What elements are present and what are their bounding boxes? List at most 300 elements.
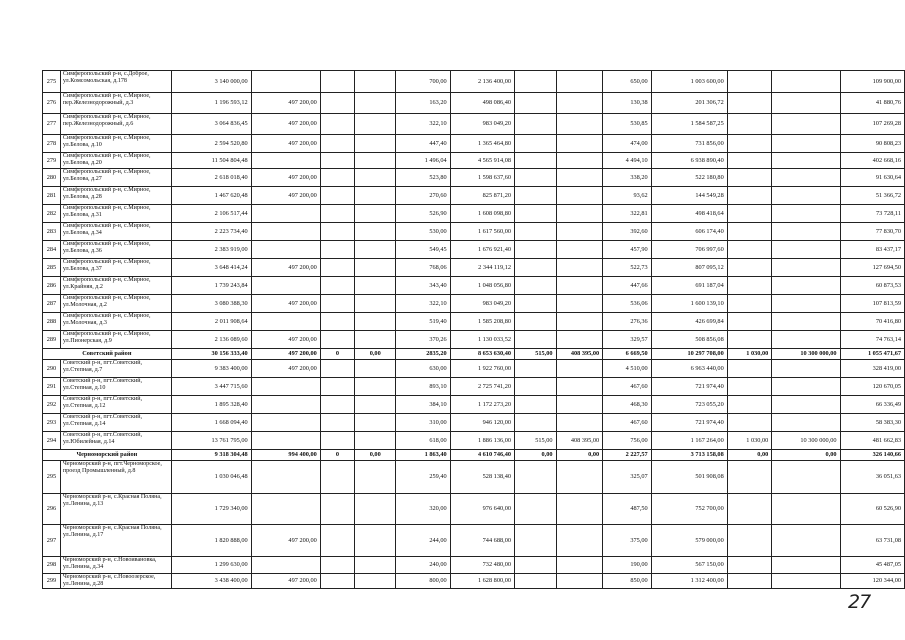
value-cell-4 (355, 205, 396, 223)
value-cell-3 (320, 360, 354, 378)
table-row (43, 574, 905, 589)
value-cell-3 (320, 114, 354, 135)
address-cell: Черноморский р-н, с.Красная Поляна, ул.Ленина, д.17 (60, 525, 171, 557)
row-number: 275 (43, 71, 61, 93)
value-cell-9: 375,00 (603, 525, 651, 557)
value-cell-13: 109 900,00 (840, 71, 904, 93)
value-cell-2: 497 200,00 (251, 349, 320, 360)
value-cell-11 (727, 313, 772, 331)
value-cell-1: 3 438 400,00 (171, 574, 251, 589)
district-name: Советский район (43, 349, 172, 360)
value-cell-3 (320, 71, 354, 93)
value-cell-10: 6 938 890,40 (651, 153, 727, 169)
value-cell-4 (355, 223, 396, 241)
table-row (43, 169, 905, 187)
value-cell-1: 1 196 593,12 (171, 93, 251, 114)
value-cell-8: 0,00 (556, 450, 603, 461)
value-cell-10: 691 187,04 (651, 277, 727, 295)
value-cell-12: 0,00 (772, 450, 840, 461)
value-cell-11 (727, 277, 772, 295)
value-cell-7: 515,00 (515, 349, 557, 360)
value-cell-1: 30 156 333,40 (171, 349, 251, 360)
table-row (43, 205, 905, 223)
value-cell-2: 497 200,00 (251, 93, 320, 114)
table-row (43, 277, 905, 295)
value-cell-9: 536,06 (603, 295, 651, 313)
value-cell-7 (515, 153, 557, 169)
value-cell-2: 497 200,00 (251, 169, 320, 187)
value-cell-2: 497 200,00 (251, 135, 320, 153)
value-cell-10: 721 974,40 (651, 378, 727, 396)
value-cell-6: 1 585 208,80 (450, 313, 514, 331)
value-cell-9: 467,60 (603, 378, 651, 396)
value-cell-6: 498 086,40 (450, 93, 514, 114)
row-number: 276 (43, 93, 61, 114)
value-cell-7 (515, 205, 557, 223)
value-cell-9: 93,62 (603, 187, 651, 205)
value-cell-7 (515, 114, 557, 135)
address-cell: Симферопольский р-н, с.Мирное, ул.Молочная, д.2 (60, 295, 171, 313)
value-cell-8: 408 395,00 (556, 432, 603, 450)
address-cell: Симферопольский р-н, с.Мирное, ул.Молочная, д.3 (60, 313, 171, 331)
value-cell-5: 523,80 (396, 169, 450, 187)
value-cell-1: 1 467 620,48 (171, 187, 251, 205)
table-row (43, 557, 905, 574)
value-cell-3 (320, 574, 354, 589)
value-cell-7 (515, 525, 557, 557)
registry-sheet (42, 70, 905, 589)
value-cell-6: 732 480,00 (450, 557, 514, 574)
value-cell-10: 3 713 158,08 (651, 450, 727, 461)
value-cell-11 (727, 557, 772, 574)
value-cell-9: 530,85 (603, 114, 651, 135)
value-cell-6: 8 653 630,40 (450, 349, 514, 360)
value-cell-5: 384,10 (396, 396, 450, 414)
value-cell-9: 338,20 (603, 169, 651, 187)
value-cell-8 (556, 241, 603, 259)
value-cell-1: 2 106 517,44 (171, 205, 251, 223)
value-cell-12 (772, 241, 840, 259)
address-cell: Советский р-н, пгт.Советский, ул.Юбилейная, д.14 (60, 432, 171, 450)
value-cell-2 (251, 494, 320, 525)
value-cell-10: 579 000,00 (651, 525, 727, 557)
value-cell-3 (320, 331, 354, 349)
address-cell: Черноморский р-н, с.Новоозерское, ул.Ленина, д.28 (60, 574, 171, 589)
row-number: 296 (43, 494, 61, 525)
value-cell-9: 392,60 (603, 223, 651, 241)
value-cell-8 (556, 153, 603, 169)
value-cell-7 (515, 135, 557, 153)
value-cell-13: 120 344,00 (840, 574, 904, 589)
value-cell-11 (727, 461, 772, 494)
table-row (43, 259, 905, 277)
value-cell-9: 487,50 (603, 494, 651, 525)
value-cell-2 (251, 277, 320, 295)
value-cell-2: 497 200,00 (251, 295, 320, 313)
value-cell-3 (320, 461, 354, 494)
value-cell-1: 3 140 000,00 (171, 71, 251, 93)
value-cell-9: 650,00 (603, 71, 651, 93)
value-cell-4 (355, 432, 396, 450)
value-cell-7 (515, 494, 557, 525)
table-row (43, 331, 905, 349)
value-cell-8 (556, 259, 603, 277)
value-cell-5: 270,60 (396, 187, 450, 205)
row-number: 286 (43, 277, 61, 295)
value-cell-8 (556, 461, 603, 494)
value-cell-6: 976 640,00 (450, 494, 514, 525)
value-cell-13: 1 055 471,67 (840, 349, 904, 360)
value-cell-1: 2 223 734,40 (171, 223, 251, 241)
value-cell-2 (251, 396, 320, 414)
value-cell-2 (251, 205, 320, 223)
value-cell-4 (355, 71, 396, 93)
value-cell-1: 3 080 388,30 (171, 295, 251, 313)
value-cell-1: 2 136 089,60 (171, 331, 251, 349)
value-cell-3 (320, 241, 354, 259)
address-cell: Черноморский р-н, пгт.Черноморское, проезд Промышленный, д.8 (60, 461, 171, 494)
value-cell-1: 2 383 919,00 (171, 241, 251, 259)
address-cell: Советский р-н, пгт.Советский, ул.Степная, д.10 (60, 378, 171, 396)
value-cell-9: 130,38 (603, 93, 651, 114)
value-cell-13: 45 487,05 (840, 557, 904, 574)
value-cell-13: 41 880,76 (840, 93, 904, 114)
address-cell: Симферопольский р-н, с.Доброе, ул.Комсомольская, д.178 (60, 71, 171, 93)
value-cell-8 (556, 169, 603, 187)
value-cell-11 (727, 205, 772, 223)
value-cell-2: 497 200,00 (251, 259, 320, 277)
value-cell-2: 497 200,00 (251, 360, 320, 378)
value-cell-3 (320, 313, 354, 331)
value-cell-10: 807 095,12 (651, 259, 727, 277)
value-cell-5: 322,10 (396, 295, 450, 313)
value-cell-12 (772, 574, 840, 589)
address-cell: Черноморский р-н, с.Новоивановка, ул.Ленина, д.34 (60, 557, 171, 574)
table-row (43, 135, 905, 153)
value-cell-4 (355, 169, 396, 187)
row-number: 285 (43, 259, 61, 277)
value-cell-5: 530,00 (396, 223, 450, 241)
value-cell-12 (772, 461, 840, 494)
address-cell: Симферопольский р-н, с.Мирное, ул.Белова, д.10 (60, 135, 171, 153)
value-cell-4 (355, 153, 396, 169)
value-cell-10: 606 174,40 (651, 223, 727, 241)
value-cell-8 (556, 331, 603, 349)
value-cell-6: 2 136 400,00 (450, 71, 514, 93)
value-cell-11 (727, 169, 772, 187)
address-cell: Симферопольский р-н, с.Мирное, пер.Железнодорожный, д.3 (60, 93, 171, 114)
value-cell-8 (556, 494, 603, 525)
value-cell-12 (772, 135, 840, 153)
value-cell-13: 63 731,08 (840, 525, 904, 557)
value-cell-3 (320, 494, 354, 525)
value-cell-13: 127 694,50 (840, 259, 904, 277)
value-cell-5: 630,00 (396, 360, 450, 378)
value-cell-9: 522,73 (603, 259, 651, 277)
value-cell-10: 706 997,60 (651, 241, 727, 259)
value-cell-5: 893,10 (396, 378, 450, 396)
value-cell-5: 320,00 (396, 494, 450, 525)
table-row (43, 461, 905, 494)
address-cell: Симферопольский р-н, с.Мирное, ул.Белова, д.28 (60, 187, 171, 205)
value-cell-3 (320, 396, 354, 414)
value-cell-11 (727, 241, 772, 259)
value-cell-12 (772, 259, 840, 277)
value-cell-8 (556, 378, 603, 396)
value-cell-6: 2 725 741,20 (450, 378, 514, 396)
value-cell-4 (355, 461, 396, 494)
value-cell-8 (556, 396, 603, 414)
table-row (43, 432, 905, 450)
value-cell-7 (515, 93, 557, 114)
value-cell-7 (515, 259, 557, 277)
value-cell-8 (556, 135, 603, 153)
value-cell-13: 481 662,83 (840, 432, 904, 450)
page-number: 27 (848, 591, 871, 613)
value-cell-2 (251, 153, 320, 169)
value-cell-9: 322,81 (603, 205, 651, 223)
value-cell-5: 310,00 (396, 414, 450, 432)
value-cell-3 (320, 93, 354, 114)
value-cell-6: 4 565 914,08 (450, 153, 514, 169)
value-cell-13: 60 526,90 (840, 494, 904, 525)
value-cell-12: 10 300 000,00 (772, 349, 840, 360)
value-cell-7 (515, 241, 557, 259)
value-cell-7 (515, 557, 557, 574)
value-cell-11 (727, 414, 772, 432)
value-cell-1: 3 447 715,60 (171, 378, 251, 396)
value-cell-5: 259,40 (396, 461, 450, 494)
value-cell-10: 6 963 440,00 (651, 360, 727, 378)
value-cell-9: 329,57 (603, 331, 651, 349)
value-cell-5: 447,40 (396, 135, 450, 153)
value-cell-2: 497 200,00 (251, 187, 320, 205)
value-cell-9: 467,60 (603, 414, 651, 432)
value-cell-7 (515, 396, 557, 414)
value-cell-4 (355, 93, 396, 114)
row-number: 289 (43, 331, 61, 349)
value-cell-1: 13 761 795,00 (171, 432, 251, 450)
value-cell-5: 1 863,40 (396, 450, 450, 461)
value-cell-12 (772, 187, 840, 205)
value-cell-9: 6 669,50 (603, 349, 651, 360)
value-cell-6: 1 922 760,00 (450, 360, 514, 378)
value-cell-7 (515, 169, 557, 187)
value-cell-6: 825 871,20 (450, 187, 514, 205)
value-cell-1: 1 729 340,00 (171, 494, 251, 525)
value-cell-4 (355, 259, 396, 277)
value-cell-7 (515, 295, 557, 313)
row-number: 294 (43, 432, 61, 450)
value-cell-3 (320, 205, 354, 223)
value-cell-5: 163,20 (396, 93, 450, 114)
value-cell-13: 328 419,00 (840, 360, 904, 378)
value-cell-8 (556, 114, 603, 135)
value-cell-9: 850,00 (603, 574, 651, 589)
value-cell-11 (727, 93, 772, 114)
value-cell-6: 1 365 464,80 (450, 135, 514, 153)
value-cell-4 (355, 378, 396, 396)
value-cell-3: 0 (320, 450, 354, 461)
value-cell-13: 402 668,16 (840, 153, 904, 169)
value-cell-4 (355, 494, 396, 525)
value-cell-3 (320, 169, 354, 187)
value-cell-6: 1 172 273,20 (450, 396, 514, 414)
value-cell-4 (355, 331, 396, 349)
value-cell-4: 0,00 (355, 349, 396, 360)
value-cell-1: 2 618 018,40 (171, 169, 251, 187)
value-cell-5: 800,00 (396, 574, 450, 589)
value-cell-11: 1 030,00 (727, 349, 772, 360)
value-cell-13: 83 437,17 (840, 241, 904, 259)
value-cell-2: 994 400,00 (251, 450, 320, 461)
value-cell-12 (772, 360, 840, 378)
value-cell-6: 1 676 921,40 (450, 241, 514, 259)
value-cell-10: 752 700,00 (651, 494, 727, 525)
value-cell-12 (772, 557, 840, 574)
value-cell-13: 73 728,11 (840, 205, 904, 223)
value-cell-1: 1 895 328,40 (171, 396, 251, 414)
value-cell-8 (556, 525, 603, 557)
table-row (43, 223, 905, 241)
value-cell-2: 497 200,00 (251, 114, 320, 135)
value-cell-8 (556, 187, 603, 205)
value-cell-3 (320, 223, 354, 241)
value-cell-7 (515, 378, 557, 396)
value-cell-6: 983 049,20 (450, 295, 514, 313)
value-cell-7 (515, 187, 557, 205)
row-number: 283 (43, 223, 61, 241)
table-row (43, 378, 905, 396)
address-cell: Симферопольский р-н, с.Мирное, ул.Белова, д.37 (60, 259, 171, 277)
value-cell-13: 36 051,63 (840, 461, 904, 494)
row-number: 295 (43, 461, 61, 494)
value-cell-11 (727, 135, 772, 153)
value-cell-13: 77 830,70 (840, 223, 904, 241)
value-cell-6: 1 608 098,80 (450, 205, 514, 223)
value-cell-1: 1 299 630,00 (171, 557, 251, 574)
value-cell-11 (727, 259, 772, 277)
value-cell-4 (355, 557, 396, 574)
value-cell-8 (556, 574, 603, 589)
value-cell-8 (556, 223, 603, 241)
value-cell-13: 107 269,28 (840, 114, 904, 135)
value-cell-13: 58 383,30 (840, 414, 904, 432)
value-cell-6: 1 886 136,00 (450, 432, 514, 450)
value-cell-7: 515,00 (515, 432, 557, 450)
value-cell-1: 2 594 520,80 (171, 135, 251, 153)
value-cell-2: 497 200,00 (251, 574, 320, 589)
value-cell-12 (772, 93, 840, 114)
value-cell-10: 426 699,84 (651, 313, 727, 331)
table-row (43, 313, 905, 331)
table-row (43, 114, 905, 135)
value-cell-10: 731 856,00 (651, 135, 727, 153)
value-cell-9: 468,30 (603, 396, 651, 414)
value-cell-5: 526,90 (396, 205, 450, 223)
registry-table-body (43, 71, 905, 589)
value-cell-7 (515, 574, 557, 589)
value-cell-5: 1 496,04 (396, 153, 450, 169)
row-number: 291 (43, 378, 61, 396)
value-cell-11 (727, 378, 772, 396)
value-cell-4 (355, 241, 396, 259)
value-cell-3 (320, 557, 354, 574)
table-row (43, 93, 905, 114)
value-cell-6: 528 138,40 (450, 461, 514, 494)
value-cell-7 (515, 360, 557, 378)
value-cell-11 (727, 360, 772, 378)
table-row (43, 153, 905, 169)
value-cell-8 (556, 71, 603, 93)
value-cell-11 (727, 71, 772, 93)
value-cell-11 (727, 295, 772, 313)
value-cell-3 (320, 135, 354, 153)
row-number: 288 (43, 313, 61, 331)
row-number: 293 (43, 414, 61, 432)
address-cell: Советский р-н, пгт.Советский, ул.Степная, д.14 (60, 414, 171, 432)
value-cell-7 (515, 414, 557, 432)
registry-table (42, 70, 905, 589)
value-cell-13: 326 140,66 (840, 450, 904, 461)
value-cell-9: 4 494,10 (603, 153, 651, 169)
address-cell: Симферопольский р-н, с.Мирное, ул.Белова, д.31 (60, 205, 171, 223)
value-cell-7 (515, 71, 557, 93)
value-cell-9: 325,07 (603, 461, 651, 494)
value-cell-3 (320, 295, 354, 313)
table-row (43, 494, 905, 525)
value-cell-4 (355, 295, 396, 313)
value-cell-11 (727, 525, 772, 557)
value-cell-10: 1 584 587,25 (651, 114, 727, 135)
value-cell-3 (320, 378, 354, 396)
row-number: 280 (43, 169, 61, 187)
value-cell-12 (772, 378, 840, 396)
value-cell-7 (515, 461, 557, 494)
value-cell-3 (320, 277, 354, 295)
value-cell-3 (320, 525, 354, 557)
value-cell-2 (251, 432, 320, 450)
value-cell-4 (355, 525, 396, 557)
value-cell-3 (320, 432, 354, 450)
value-cell-10: 1 167 264,00 (651, 432, 727, 450)
value-cell-7 (515, 313, 557, 331)
value-cell-10: 522 180,80 (651, 169, 727, 187)
value-cell-2 (251, 461, 320, 494)
value-cell-8 (556, 205, 603, 223)
value-cell-12 (772, 205, 840, 223)
address-cell: Симферопольский р-н, с.Мирное, ул.Крайняя, д.2 (60, 277, 171, 295)
value-cell-12 (772, 331, 840, 349)
address-cell: Симферопольский р-н, с.Мирное, пер.Железнодорожный, д.6 (60, 114, 171, 135)
value-cell-11 (727, 331, 772, 349)
district-name: Черноморский район (43, 450, 172, 461)
row-number: 287 (43, 295, 61, 313)
value-cell-5: 244,00 (396, 525, 450, 557)
address-cell: Симферопольский р-н, с.Мирное, ул.Белова, д.27 (60, 169, 171, 187)
value-cell-13: 91 630,64 (840, 169, 904, 187)
value-cell-11: 1 030,00 (727, 432, 772, 450)
district-subtotal-row (43, 349, 905, 360)
value-cell-13: 70 416,80 (840, 313, 904, 331)
address-cell: Симферопольский р-н, с.Мирное, ул.Белова, д.20 (60, 153, 171, 169)
address-cell: Советский р-н, пгт.Советский, ул.Степная, д.7 (60, 360, 171, 378)
value-cell-10: 144 549,28 (651, 187, 727, 205)
row-number: 299 (43, 574, 61, 589)
value-cell-8 (556, 277, 603, 295)
value-cell-13: 107 813,59 (840, 295, 904, 313)
value-cell-4: 0,00 (355, 450, 396, 461)
